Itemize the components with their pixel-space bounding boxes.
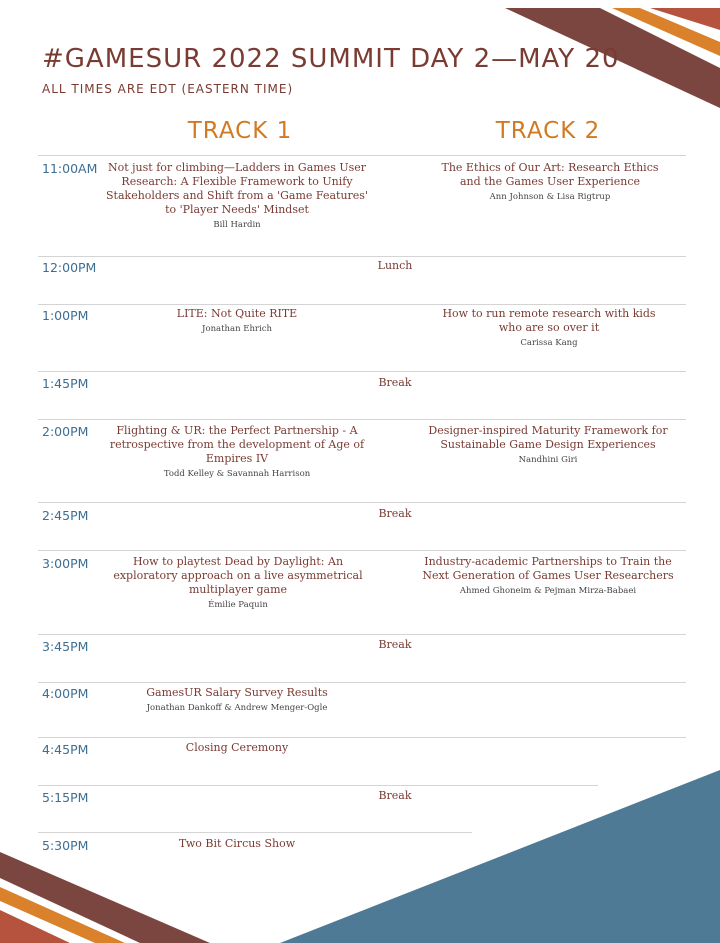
- break-label: Break: [378, 638, 412, 651]
- session-speaker: Jonathan Ehrich: [202, 324, 272, 334]
- track-1-heading: TRACK 1: [187, 118, 293, 144]
- row-divider: [38, 737, 686, 738]
- break-label: Break: [378, 507, 412, 520]
- session-title: Not just for climbing—Ladders in Games User Research: A Flexible Framework to Unify Stakeholders and Shift from a 'Game Features' to 'Player Needs' Mindset: [106, 161, 368, 216]
- session-track1: [104, 837, 370, 851]
- session-track1: [110, 555, 366, 611]
- session-title: Designer-inspired Maturity Framework for Sustainable Game Design Experiences: [428, 424, 668, 451]
- row-divider: [38, 832, 472, 833]
- time-445pm: 4:45PM: [42, 742, 89, 757]
- page-subtitle: ALL TIMES ARE EDT (EASTERN TIME): [42, 82, 294, 96]
- page-title: #GAMESUR 2022 SUMMIT DAY 2—MAY 20: [42, 44, 620, 74]
- session-title: Flighting & UR: the Perfect Partnership - A retrospective from the development of Age of Empires IV: [109, 424, 365, 465]
- session-speaker: Bill Hardin: [213, 220, 261, 230]
- session-title: How to run remote research with kids who are so over it: [442, 307, 656, 334]
- session-speaker: Jonathan Dankoff & Andrew Menger-Ogle: [146, 703, 328, 713]
- row-divider: [38, 682, 686, 683]
- row-divider: [38, 304, 686, 305]
- time-400pm: 4:00PM: [42, 686, 89, 701]
- session-track1: [104, 424, 370, 480]
- session-speaker: Ann Johnson & Lisa Rigtrup: [489, 192, 611, 202]
- time-100pm: 1:00PM: [42, 308, 89, 323]
- session-title: LITE: Not Quite RITE: [176, 307, 298, 320]
- time-345pm: 3:45PM: [42, 639, 89, 654]
- row-divider: [38, 550, 686, 551]
- session-track2: [420, 424, 676, 466]
- session-title: The Ethics of Our Art: Research Ethics and the Games User Experience: [441, 161, 659, 188]
- break-label: Break: [378, 376, 412, 389]
- session-title: Industry-academic Partnerships to Train the Next Generation of Games User Researchers: [422, 555, 674, 582]
- row-divider: [38, 155, 686, 156]
- session-title: Closing Ceremony: [185, 741, 289, 754]
- track-2-heading: TRACK 2: [495, 118, 601, 144]
- session-speaker: Nandhini Giri: [518, 455, 578, 465]
- time-515pm: 5:15PM: [42, 790, 89, 805]
- break-label: Break: [378, 789, 412, 802]
- session-speaker: Todd Kelley & Savannah Harrison: [163, 469, 311, 479]
- session-speaker: Carissa Kang: [520, 338, 578, 348]
- break-label: Lunch: [377, 259, 413, 272]
- session-track1: [104, 161, 370, 231]
- time-245pm: 2:45PM: [42, 508, 89, 523]
- row-divider: [38, 256, 686, 257]
- session-title: GamesUR Salary Survey Results: [146, 686, 328, 699]
- row-divider: [38, 419, 686, 420]
- time-1100am: 11:00AM: [42, 161, 98, 176]
- session-title: Two Bit Circus Show: [178, 837, 296, 850]
- time-145pm: 1:45PM: [42, 376, 89, 391]
- time-530pm: 5:30PM: [42, 838, 89, 853]
- session-track1: [104, 307, 370, 335]
- session-track2: [430, 161, 670, 203]
- row-divider: [38, 371, 686, 372]
- session-track1: [104, 686, 370, 714]
- time-200pm: 2:00PM: [42, 424, 89, 439]
- row-divider: [38, 785, 598, 786]
- row-divider: [38, 502, 686, 503]
- session-track1: [104, 741, 370, 755]
- session-speaker: Émilie Paquin: [208, 600, 268, 610]
- session-track2: [418, 555, 678, 597]
- time-1200pm: 12:00PM: [42, 260, 97, 275]
- session-speaker: Ahmed Ghoneim & Pejman Mirza-Babaei: [459, 586, 637, 596]
- session-track2: [436, 307, 662, 349]
- session-title: How to playtest Dead by Daylight: An exploratory approach on a live asymmetrical multiplayer game: [113, 555, 363, 596]
- time-300pm: 3:00PM: [42, 556, 89, 571]
- row-divider: [38, 634, 686, 635]
